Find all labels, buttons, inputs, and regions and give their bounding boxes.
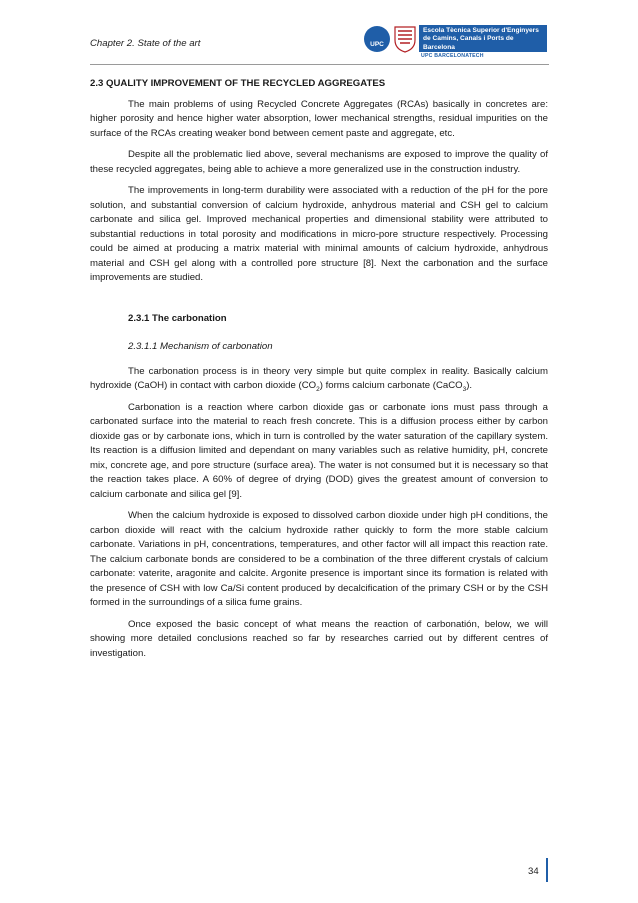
section-paragraph-2: Despite all the problematic lied above, several mechanisms are exposed to improve the quality of these recycled aggregates, being able to achieve a more generalized use in the construction industry. bbox=[90, 149, 548, 175]
carbonation-p1-part-a: The carbonation process is in theory very simple but quite complex in reality. Basically calcium hydroxide (CaOH) in contact with carbon dioxide (CO bbox=[90, 365, 548, 391]
chapter-header: Chapter 2. State of the art bbox=[90, 38, 201, 49]
page-body bbox=[90, 77, 548, 668]
carbonation-paragraph-3: When the calcium hydroxide is exposed to dissolved carbon dioxide under high pH conditions, the carbon dioxide will react with the calcium hydroxide rather quickly to form the more stable calcium carbonate. Variations in pH, concentrations, temperatures, and other factor will all impact this reaction rate. The calcium carbonate bonds are considered to be a combination of the three different crystals of calcium carbonate: vaterite, aragonite and calcite. Argonite presence is important since its formation is related with the presence of CSH with low Ca/Si content produced by decalcification of the primary CSH or by the CSH formed in the surroundings of a silica fume grains. bbox=[90, 510, 548, 608]
carbonation-p1-part-b: ) forms calcium carbonate (CaCO bbox=[319, 380, 463, 391]
subsection-title: 2.3.1 The carbonation bbox=[128, 312, 227, 324]
section-paragraph-3: The improvements in long-term durability were associated with a reduction of the pH for the pore solution, and substantial conversion of calcium hydroxide, anhydrous material and CSH gel to calcium carbonate and silica gel. Improved mechanical properties and dimensional stability were attributed to substantial reductions in total porosity and modifications in micro-pore structure respectively. Processing could be aimed at producing a matrix material with minimal amounts of calcium hydroxide, anhydrous material and CSH gel along with a controlled pore structure [8]. Next the carbonation and the surface improvements are studied. bbox=[90, 185, 548, 283]
upc-logo bbox=[364, 26, 390, 52]
page-number-bar bbox=[546, 858, 548, 882]
subsubsection-title: 2.3.1.1 Mechanism of carbonation bbox=[128, 341, 273, 352]
upc-barcelonatech-label: UPC BARCELONATECH bbox=[421, 53, 484, 59]
carbonation-paragraph-2: Carbonation is a reaction where carbon dioxide gas or carbonate ions must pass through a carbonated surface into the material to reach fresh concrete. This is a diffusion process either by carbon dioxide gas or by carbonate ions, which in turn is controlled by the water saturation of the capillary system. Its reaction is a diffusion limited and dependant on many variables such as relative humidity, pH, concrete mix, concrete age, and pore structure (surface area). The water is not consumed but it is necessary so that the reaction takes place. A 60% of degree of drying (DOD) gives the greatest amount of conversion to calcium carbonate and silica gel [9]. bbox=[90, 401, 548, 500]
school-name-box bbox=[419, 25, 547, 52]
school-name-line1: Escola Tècnica Superior d'Enginyers bbox=[423, 27, 539, 34]
carbonation-paragraph-4: Once exposed the basic concept of what means the reaction of carbonatión, below, we will showing more detailed conclusions reached so far by researches carried out by different centres of investigation. bbox=[90, 618, 548, 659]
carbonation-paragraph-1 bbox=[90, 365, 548, 394]
caco3-subscript: 3 bbox=[462, 385, 467, 393]
co2-subscript: 2 bbox=[316, 385, 320, 393]
institution-logos bbox=[364, 24, 549, 62]
school-name-line2: de Camins, Canals i Ports de Barcelona bbox=[423, 35, 514, 51]
carbonation-p1-part-c: ). bbox=[466, 380, 473, 391]
section-paragraph-1: The main problems of using Recycled Concrete Aggregates (RCAs) basically in concretes are: higher porosity and hence higher water absorption, lower mechanical strengths, residual impurities on the surface of the RCAs creating weaker bond between cement paste and aggregate, etc. bbox=[90, 98, 548, 139]
section-title: 2.3 QUALITY IMPROVEMENT OF THE RECYCLED AGGREGATES bbox=[90, 78, 386, 89]
upc-logo-text: UPC bbox=[370, 41, 384, 48]
header-divider bbox=[90, 64, 549, 65]
school-shield-icon bbox=[394, 26, 416, 53]
page-number: 34 bbox=[528, 866, 539, 877]
